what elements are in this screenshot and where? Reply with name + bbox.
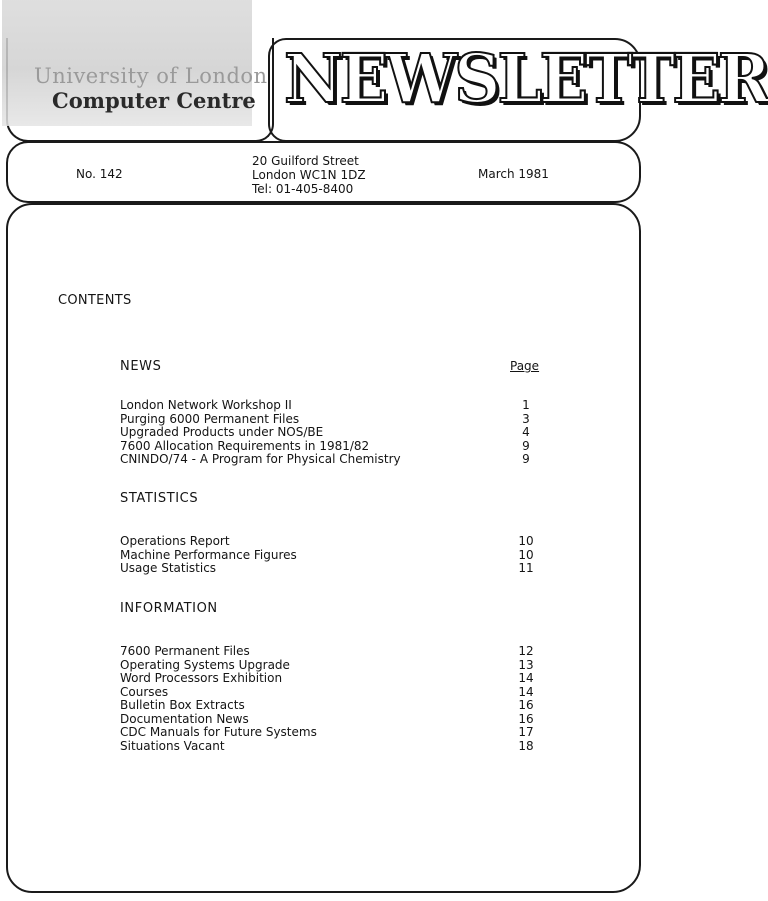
entry-title: 7600 Permanent Files: [120, 644, 250, 658]
contents-entry: [120, 713, 540, 727]
entry-page: 16: [518, 698, 534, 712]
entry-title: Word Processors Exhibition: [120, 671, 283, 685]
contents-entry: [120, 645, 540, 659]
contents-entry: [120, 413, 540, 427]
entry-title: Upgraded Products under NOS/BE: [120, 425, 324, 439]
contents-entry: [120, 699, 540, 713]
page-column-label: Page: [510, 359, 540, 373]
entry-page: 14: [518, 684, 534, 699]
entry-title: Courses: [120, 684, 169, 699]
section-title-information: INFORMATION: [120, 601, 218, 616]
entry-title: CNINDO/74 - A Program for Physical Chemistry: [120, 452, 401, 466]
address-line: 20 Guilford Street: [252, 154, 359, 168]
entry-title: Bulletin Box Extracts: [120, 698, 245, 712]
contents-panel: [6, 203, 641, 893]
org-name: University of London: [34, 64, 268, 88]
address-line: Tel: 01-405-8400: [252, 182, 354, 196]
org-subname: Computer Centre: [52, 88, 256, 113]
entry-page: 3: [522, 411, 530, 426]
entry-title: 7600 Allocation Requirements in 1981/82: [120, 438, 370, 453]
masthead-title: NEWSLETTER: [284, 40, 768, 119]
entry-title: Documentation News: [120, 711, 249, 726]
entry-title: Operations Report: [120, 534, 230, 548]
contents-entry: [120, 659, 540, 673]
entry-page: 10: [518, 547, 534, 562]
contents-entry: [120, 672, 540, 686]
contents-entry: [120, 399, 540, 413]
entry-page: 16: [518, 711, 534, 726]
entry-title: Operating Systems Upgrade: [120, 657, 290, 672]
section-title-news: NEWS: [120, 359, 162, 374]
contents-entry: [120, 562, 540, 576]
entry-title: CDC Manuals for Future Systems: [120, 725, 317, 739]
address-line: London WC1N 1DZ: [252, 168, 366, 182]
masthead-box: [268, 38, 768, 142]
contents-entry: [120, 686, 540, 700]
entry-title: Purging 6000 Permanent Files: [120, 411, 300, 426]
contents-entry: [120, 740, 540, 754]
contents-entry: [120, 453, 540, 467]
entry-page: 1: [522, 398, 530, 412]
contents-entry: [120, 549, 540, 563]
entry-page: 11: [518, 561, 534, 575]
org-header-box: [6, 38, 274, 142]
issue-date: March 1981: [478, 167, 549, 181]
entry-page: 17: [518, 725, 534, 739]
entry-page: 12: [518, 644, 534, 658]
entry-title: Machine Performance Figures: [120, 547, 297, 562]
address-block: [252, 154, 366, 196]
contents-entry: [120, 535, 540, 549]
entry-page: 9: [522, 452, 530, 466]
entry-page: 18: [518, 738, 534, 753]
contents-entry: [120, 440, 540, 454]
contents-entry: [120, 426, 540, 440]
issue-number: No. 142: [76, 167, 123, 181]
entry-page: 14: [518, 671, 534, 685]
issue-info-strip: [6, 141, 641, 203]
contents-heading: CONTENTS: [58, 293, 132, 308]
entry-page: 4: [522, 425, 530, 439]
entry-title: London Network Workshop II: [120, 398, 292, 412]
entry-title: Usage Statistics: [120, 561, 217, 575]
contents-entry: [120, 726, 540, 740]
entry-title: Situations Vacant: [120, 738, 225, 753]
entry-page: 13: [518, 657, 534, 672]
section-title-statistics: STATISTICS: [120, 491, 199, 506]
entry-page: 10: [518, 534, 534, 548]
entry-page: 9: [522, 438, 530, 453]
